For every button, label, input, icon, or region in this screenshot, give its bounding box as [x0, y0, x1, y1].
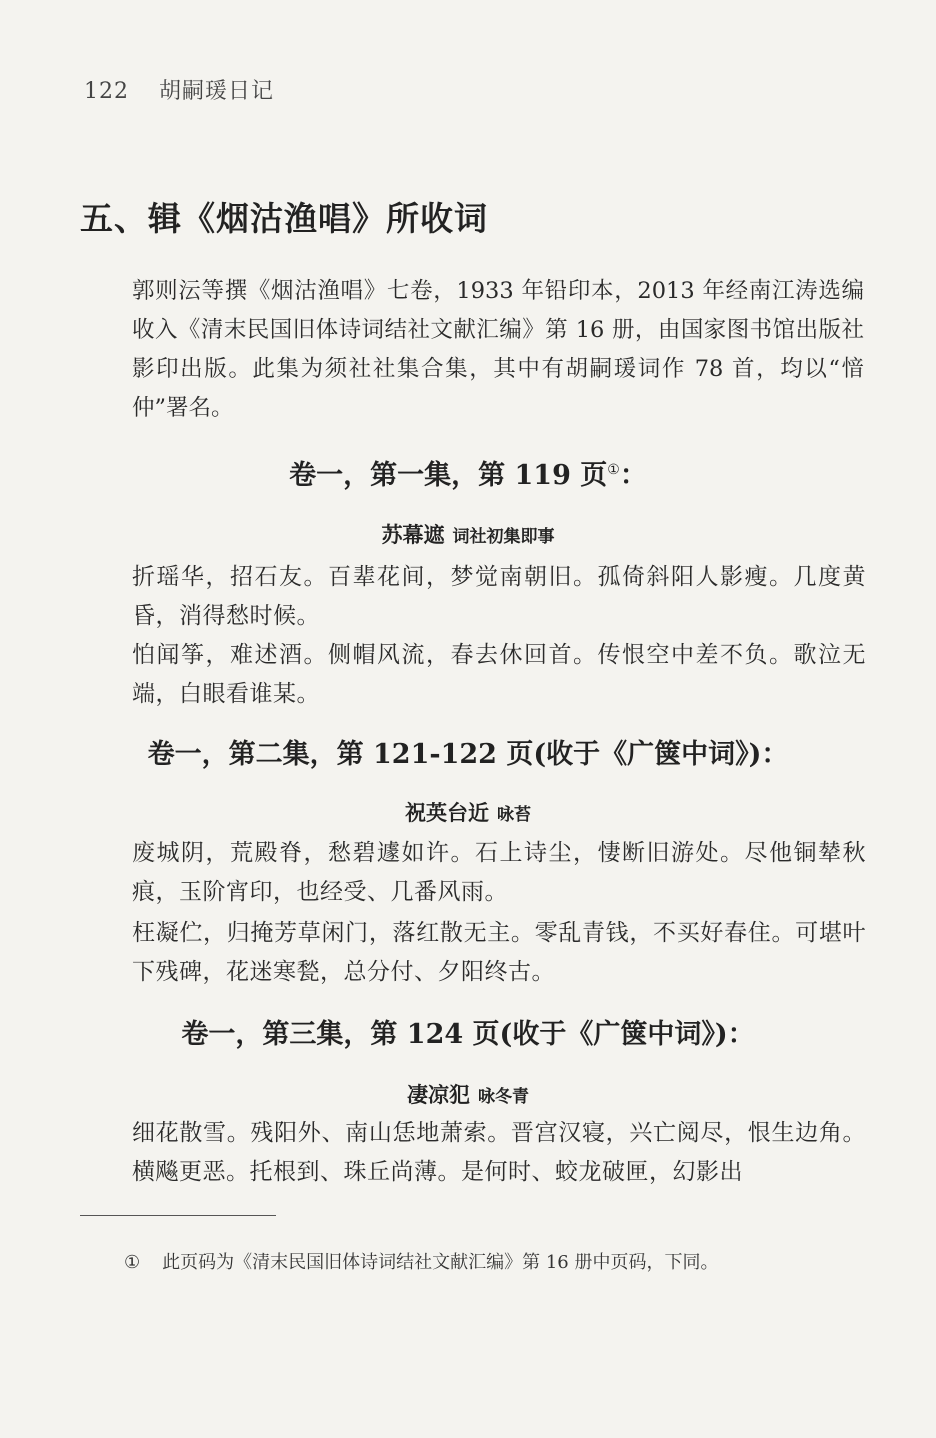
footnote-mark: ①: [124, 1252, 141, 1273]
page-number: 122: [84, 79, 129, 104]
poem-title-3-name: 凄凉犯: [407, 1083, 470, 1107]
section-title: 五、辑《烟沽渔唱》所收词: [80, 199, 488, 238]
poem-1-stanza-2-text: 怕闻筝，难述酒。侧帽风流，春去休回首。传恨空中差不负。歌泣无端，白眼看谁某。: [132, 642, 866, 707]
poem-3-stanza-1: [80, 1114, 866, 1192]
poem-title-2-subtitle: 咏苔: [497, 805, 531, 825]
footnote: [124, 1248, 719, 1274]
poem-title-2: [0, 797, 936, 827]
footnote-divider: [80, 1215, 276, 1216]
volume-heading-3: 卷一，第三集，第 124 页(收于《广箧中词》)：: [181, 1019, 755, 1050]
volume-heading-1: [0, 453, 936, 492]
poem-title-3: [0, 1079, 936, 1109]
volume-heading-1-text: 卷一，第一集，第 119 页: [289, 460, 608, 491]
poem-2-stanza-1-text: 废城阴，荒殿脊，愁碧遽如许。石上诗尘，悽断旧游处。尽他铜辇秋痕，玉阶宵印，也经受、几番风雨。: [132, 840, 866, 905]
poem-1-stanza-2: [80, 636, 866, 714]
poem-3-stanza-1-text: 细花散雪。残阳外、南山恁地萧索。晋宫汉寝，兴亡阅尽，恨生边角。横飚更恶。托根到、珠丘尚薄。是何时、蛟龙破匣，幻影出: [132, 1120, 866, 1185]
running-head: [84, 74, 274, 105]
poem-title-1: [0, 519, 936, 549]
volume-heading-2: 卷一，第二集，第 121-122 页(收于《广箧中词》)：: [147, 739, 789, 770]
intro-paragraph: [80, 272, 864, 428]
poem-title-3-subtitle: 咏冬青: [478, 1087, 529, 1107]
intro-text: 郭则沄等撰《烟沽渔唱》七卷，1933 年铅印本，2013 年经南江涛选编收入《清末民国旧体诗词结社文献汇编》第 16 册，由国家图书馆出版社影印出版。此集为须社社集合集，其中有胡嗣瑗词作 78 首，均以“愔仲”署名。: [132, 278, 864, 421]
footnote-ref: ①: [607, 462, 620, 478]
footnote-text: 此页码为《清末民国旧体诗词结社文献汇编》第 16 册中页码，下同。: [162, 1252, 719, 1273]
volume-heading-1-suffix: ：: [619, 460, 647, 491]
poem-2-stanza-2-text: 枉凝伫，归掩芳草闲门，落红散无主。零乱青钱，不买好春住。可堪叶下残碑，花迷寒甃，总分付、夕阳终古。: [132, 920, 866, 985]
poem-title-2-name: 祝英台近: [405, 801, 489, 825]
poem-title-1-subtitle: 词社初集即事: [452, 527, 555, 547]
poem-1-stanza-1-text: 折瑶华，招石友。百辈花间，梦觉南朝旧。孤倚斜阳人影瘦。几度黄昏，消得愁时候。: [132, 564, 866, 629]
poem-2-stanza-1: [80, 834, 866, 912]
poem-title-1-name: 苏幕遮: [381, 523, 445, 547]
book-title: 胡嗣瑗日记: [159, 79, 275, 104]
poem-2-stanza-2: [80, 914, 866, 992]
poem-1-stanza-1: [80, 558, 866, 636]
